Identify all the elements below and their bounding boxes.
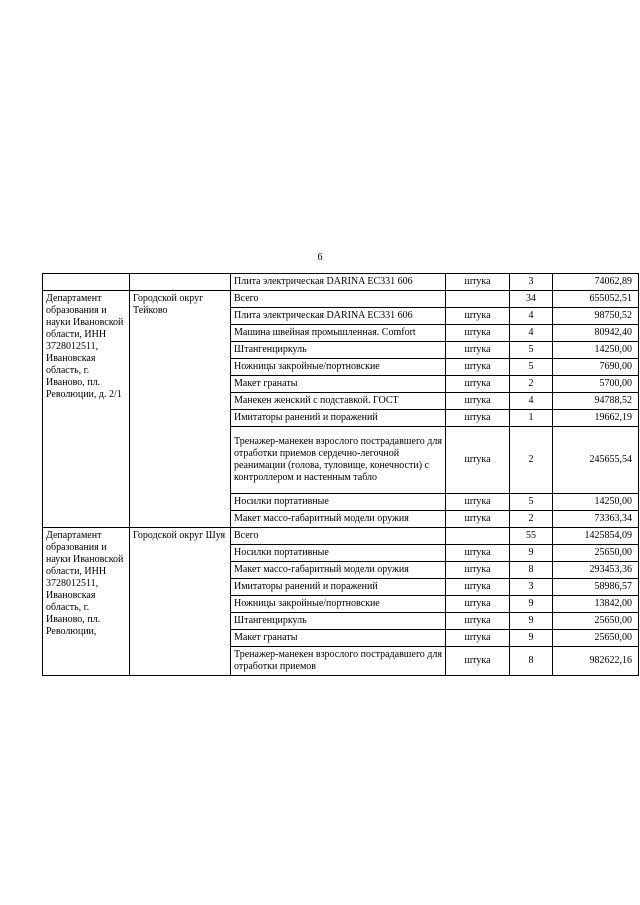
item-name-cell: Штангенциркуль [231,342,446,359]
district-cell: Городской округ Шуя [130,528,231,676]
district-cell: Городской округ Тейково [130,291,231,528]
price-cell: 14250,00 [553,494,639,511]
department-cell: Департамент образования и науки Ивановской области, ИНН 3728012511, Ивановская область, г. Иваново, пл. Революции, [43,528,130,676]
item-name-cell: Макет гранаты [231,376,446,393]
page-number: 6 [317,252,323,263]
unit-cell: штука [446,545,510,562]
unit-cell: штука [446,359,510,376]
item-name-cell: Макет массо-габаритный модели оружия [231,562,446,579]
quantity-cell: 1 [510,410,553,427]
quantity-cell: 8 [510,562,553,579]
price-cell: 982622,16 [553,647,639,676]
quantity-cell: 2 [510,427,553,494]
quantity-cell: 3 [510,579,553,596]
equipment-table [42,273,639,676]
item-name-cell: Манекен женский с подставкой. ГОСТ [231,393,446,410]
unit-cell: штука [446,342,510,359]
unit-cell [446,291,510,308]
item-name-cell: Ножницы закройные/портновские [231,596,446,613]
quantity-cell: 9 [510,613,553,630]
quantity-cell: 2 [510,511,553,528]
unit-cell: штука [446,274,510,291]
unit-cell: штука [446,596,510,613]
price-cell: 14250,00 [553,342,639,359]
unit-cell: штука [446,562,510,579]
item-name-cell: Макет гранаты [231,630,446,647]
price-cell: 58986,57 [553,579,639,596]
item-name-cell: Носилки портативные [231,494,446,511]
item-name-cell: Тренажер-манекен взрослого пострадавшего для отработки приемов [231,647,446,676]
unit-cell: штука [446,308,510,325]
unit-cell: штука [446,376,510,393]
item-name-cell: Носилки портативные [231,545,446,562]
unit-cell: штука [446,494,510,511]
price-cell: 293453,36 [553,562,639,579]
item-name-cell: Всего [231,291,446,308]
quantity-cell: 4 [510,325,553,342]
item-name-cell: Макет массо-габаритный модели оружия [231,511,446,528]
price-cell: 13842,00 [553,596,639,613]
quantity-cell: 8 [510,647,553,676]
item-name-cell: Имитаторы ранений и поражений [231,579,446,596]
quantity-cell: 9 [510,545,553,562]
price-cell: 655052,51 [553,291,639,308]
table-row [43,291,639,308]
unit-cell: штука [446,325,510,342]
quantity-cell: 2 [510,376,553,393]
department-cell: Департамент образования и науки Ивановской области, ИНН 3728012511, Ивановская область, г. Иваново, пл. Революции, д. 2/1 [43,291,130,528]
item-name-cell: Машина швейная промышленная. Comfort [231,325,446,342]
unit-cell: штука [446,393,510,410]
district-cell [130,274,231,291]
quantity-cell: 5 [510,359,553,376]
quantity-cell: 34 [510,291,553,308]
price-cell: 25650,00 [553,630,639,647]
unit-cell: штука [446,613,510,630]
price-cell: 5700,00 [553,376,639,393]
price-cell: 19662,19 [553,410,639,427]
price-cell: 73363,34 [553,511,639,528]
quantity-cell: 55 [510,528,553,545]
quantity-cell: 9 [510,630,553,647]
unit-cell: штука [446,630,510,647]
department-cell [43,274,130,291]
price-cell: 80942,40 [553,325,639,342]
unit-cell: штука [446,427,510,494]
table-row [43,528,639,545]
item-name-cell: Ножницы закройные/портновские [231,359,446,376]
item-name-cell: Плита электрическая DARINA EC331 606 [231,274,446,291]
quantity-cell: 4 [510,393,553,410]
quantity-cell: 5 [510,494,553,511]
price-cell: 245655,54 [553,427,639,494]
quantity-cell: 3 [510,274,553,291]
unit-cell: штука [446,410,510,427]
price-cell: 1425854,09 [553,528,639,545]
item-name-cell: Тренажер-манекен взрослого пострадавшего для отработки приемов сердечно-легочной реанимации (голова, туловище, конечности) с контроллером и настенным табло [231,427,446,494]
unit-cell: штука [446,647,510,676]
item-name-cell: Плита электрическая DARINA EC331 606 [231,308,446,325]
price-cell: 98750,52 [553,308,639,325]
item-name-cell: Всего [231,528,446,545]
quantity-cell: 4 [510,308,553,325]
price-cell: 25650,00 [553,545,639,562]
price-cell: 94788,52 [553,393,639,410]
unit-cell: штука [446,579,510,596]
price-cell: 25650,00 [553,613,639,630]
item-name-cell: Имитаторы ранений и поражений [231,410,446,427]
unit-cell: штука [446,511,510,528]
quantity-cell: 5 [510,342,553,359]
table-row [43,274,639,291]
price-cell: 74062,89 [553,274,639,291]
unit-cell [446,528,510,545]
price-cell: 7690,00 [553,359,639,376]
quantity-cell: 9 [510,596,553,613]
item-name-cell: Штангенциркуль [231,613,446,630]
